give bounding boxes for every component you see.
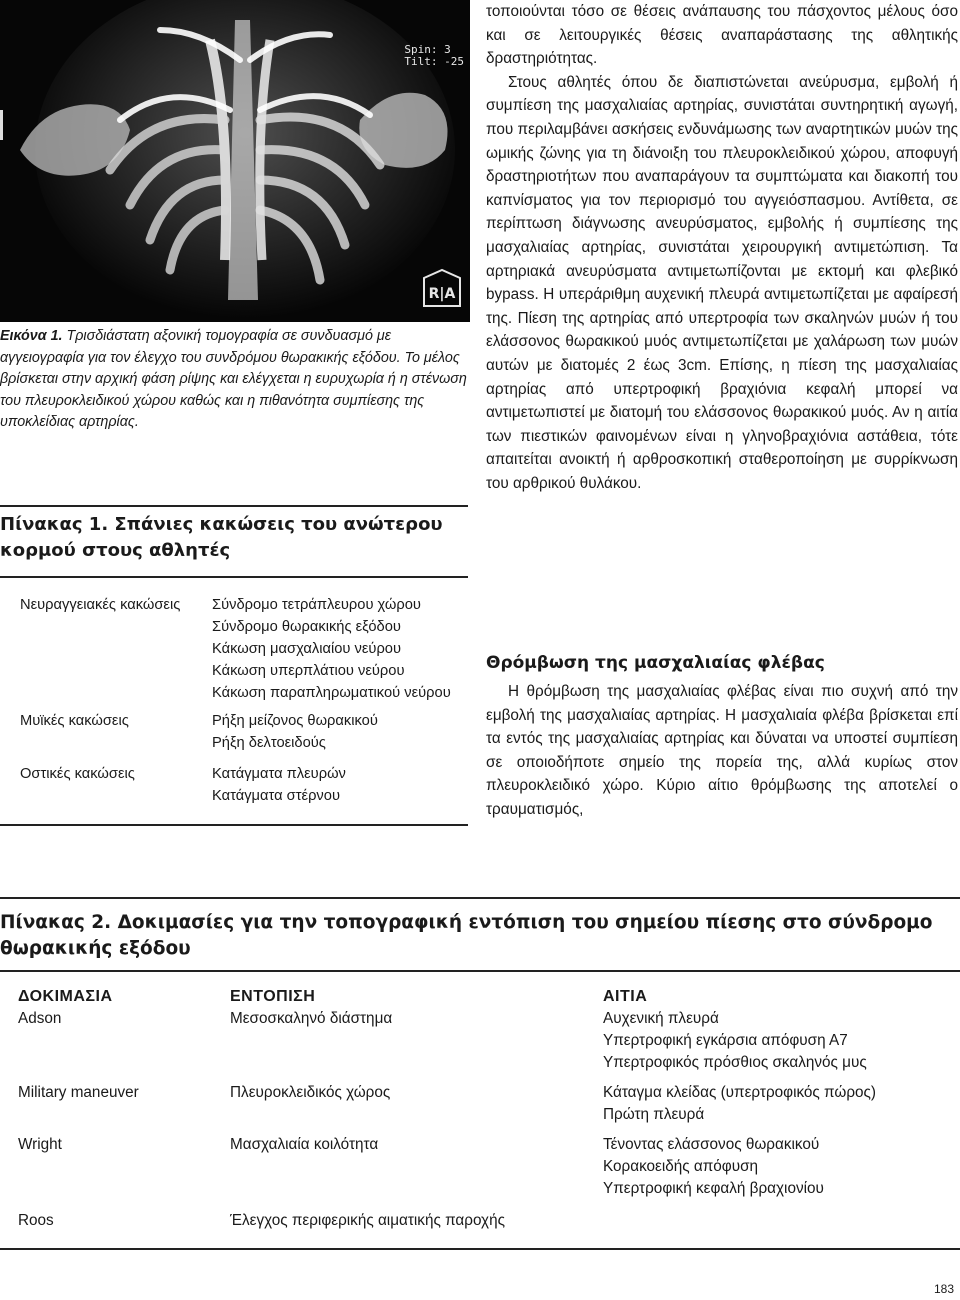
table2-cause: Τένοντας ελάσσονος θωρακικού: [603, 1136, 820, 1153]
table1-items: [212, 594, 451, 704]
tilt-readout: Tilt: -25: [404, 55, 464, 68]
table2-test: Adson: [18, 1010, 62, 1027]
table2-header-rule: [0, 970, 960, 972]
table1-item: Ρήξη δελτοειδούς: [212, 735, 326, 751]
table2-test: Military maneuver: [18, 1084, 139, 1101]
caption-text: Τρισδιάστατη αξονική τομογραφία σε συνδυασμό με αγγειογραφία για τον έλεγχο του συνδρόμου θωρακικής εξόδου. Το μέλος βρίσκεται στην αρχική φάση ρίψης και ελέγχεται η ευρυχωρία ή η στένωση του πλευροκλειδικού χώρου καθώς και η πιθανότητα συμπίεσης της υποκλείδιας αρτηρίας.: [0, 328, 467, 430]
caption-label: Εικόνα 1.: [0, 328, 63, 344]
page-number: 183: [933, 1282, 954, 1296]
table1-item: Ρήξη μείζονος θωρακικού: [212, 713, 378, 729]
table2-location: Πλευροκλειδικός χώρος: [230, 1084, 391, 1101]
table1-item: Κατάγματα πλευρών: [212, 766, 346, 782]
table2-header-test: ΔΟΚΙΜΑΣΙΑ: [18, 988, 113, 1005]
table2-title-line: θωρακικής εξόδου: [0, 938, 191, 959]
table2-causes: [603, 1082, 876, 1126]
table2-bottom-rule: [0, 1248, 960, 1250]
table1-category: Μυϊκές κακώσεις: [20, 713, 129, 729]
table2-location: Έλεγχος περιφερικής αιματικής παροχής: [230, 1212, 505, 1229]
ct-3d-render: [0, 0, 470, 322]
table1-item: Σύνδρομο τετράπλευρου χώρου: [212, 597, 421, 613]
paragraph: τοποιούνται τόσο σε θέσεις ανάπαυσης του πάσχοντος μέλους όσο και σε λειτουργικές θέσεις αναπαράστασης της αθλητικής δραστηριότητας.: [486, 3, 958, 68]
table1-category: Οστικές κακώσεις: [20, 766, 135, 782]
table2-header-causes: ΑΙΤΙΑ: [603, 988, 648, 1005]
section-heading: Θρόμβωση της μασχαλιαίας φλέβας: [486, 653, 825, 673]
table2-cause: Αυχενική πλευρά: [603, 1010, 719, 1027]
table2-cause: Κάταγμα κλείδας (υπερτροφικός πώρος): [603, 1084, 877, 1101]
table1-item: Κατάγματα στέρνου: [212, 788, 340, 804]
table1-item: Σύνδρομο θωρακικής εξόδου: [212, 619, 401, 635]
table2-cause: Πρώτη πλευρά: [603, 1106, 705, 1123]
table1-item: Κάκωση υπερπλάτιου νεύρου: [212, 663, 405, 679]
table2-cause: Υπερτροφική κεφαλή βραχιονίου: [603, 1180, 824, 1197]
table1-title: Πίνακας 1. Σπάνιες κακώσεις του ανώτερου κορμού στους αθλητές: [0, 514, 443, 561]
spin-readout: Spin: 3: [404, 43, 451, 56]
table2-test: Roos: [18, 1212, 54, 1229]
paragraph: Η θρόμβωση της μασχαλιαίας φλέβας είναι πιο συχνή από την εμβολή της μασχαλιαίας αρτηρίας. Η μασχαλιαία φλέβα βρίσκεται επί τα εντός της μασχαλιαίας αρτηρίας και δύναται να υποστεί συμπίεση σε οποιοδήποτε σημείο της πορεία της, αλλά κυρίως στον πλευροκλειδικό χώρο. Κύριο αίτιο θρόμβωσης της αποτελεί ο τραυματισμός,: [486, 683, 958, 818]
table2-test: Wright: [18, 1136, 62, 1153]
right-column-text: [486, 0, 958, 495]
table1-item: Κάκωση μασχαλιαίου νεύρου: [212, 641, 402, 657]
table2-cause: Κορακοειδής απόφυση: [603, 1158, 759, 1175]
table2-header-location: ΕΝΤΟΠΙΣΗ: [230, 988, 316, 1005]
ra-logo: [420, 268, 464, 308]
figure-caption: [0, 326, 470, 434]
table2-location: Μεσοσκαληνό διάστημα: [230, 1010, 393, 1027]
paragraph: Στους αθλητές όπου δε διαπιστώνεται ανεύρυσμα, εμβολή ή συμπίεση της μασχαλιαίας αρτηρίας, συνιστάται συντηρητική αγωγή, που περιλαμβάνει ασκήσεις ενδυνάμωσης των αναρτητικών μυών της ωμικής ζώνης για τη διάνοιξη του πλευροκλειδικού χώρου, αποφυγή δραστηριοτήτων που αναπαράγουν τα συμπτώματα και διακοπή του καπνίσματος για τον περιορισμό του αγγειόσπασμου. Αντίθετα, σε περίπτωση διάγνωσης ανευρύσματος, εμβολής ή συμπίεσης της μασχαλιαίας αρτηρίας, συνιστάται χειρουργική αντιμετώπιση. Τα αρτηριακά ανευρύσματα αντιμετωπίζονται με εκτομή και φλεβικό bypass. Η υπεράριθμη αυχενική πλευρά αντιμετωπίζεται με αφαίρεσή της. Πίεση της αρτηρίας από υπερτροφία των σκαληνών μυών ή του ελάσσονος θωρακικού μυός αντιμετωπίζεται με χαλάρωση των μυών αυτών με διατομές 2 έως 3cm. Επίσης, η πίεση της μασχαλιαίας αρτηρίας από υπερτροφική βραχιόνια κεφαλή μπορεί να αντιμετωπιστεί με διατομή του ελάσσονος θωρακικού μυός. Αν η αιτία των πιεστικών φαινομένων είναι η γληνοβραχιόνια αστάθεια, τότε απαιτείται ανοικτή ή αρθροσκοπική σταθεροποίηση με συρρίκνωση του αρθρικού θυλάκου.: [486, 73, 958, 492]
table2-causes: [603, 1008, 867, 1074]
table1-items: [212, 710, 378, 754]
ct-angiography-image: [0, 0, 470, 322]
right-column-text-2: [486, 680, 958, 822]
table1-items: [212, 763, 346, 807]
table2-title-line: Πίνακας 2. Δοκιμασίες για την τοπογραφική εντόπιση του σημείου πίεσης στο σύνδρομο: [0, 912, 933, 933]
table2-cause: Υπερτροφική εγκάρσια απόφυση Α7: [603, 1032, 848, 1049]
table1-bottom-rule: [0, 824, 468, 826]
table1-item: Κάκωση παραπληρωματικού νεύρου: [212, 685, 451, 701]
ct-overlay-readout: [404, 44, 464, 68]
logo-letters: R|A: [428, 286, 456, 302]
table1-top-rule: [0, 505, 468, 507]
table1-header-rule: [0, 576, 468, 578]
table2-cause: Υπερτροφικός πρόσθιος σκαληνός μυς: [603, 1054, 867, 1071]
table2-location: Μασχαλιαία κοιλότητα: [230, 1136, 379, 1153]
table2-title: [0, 910, 960, 962]
table2-causes: [603, 1134, 824, 1200]
table1-category: Νευραγγειακές κακώσεις: [20, 597, 181, 613]
table2-top-rule: [0, 897, 960, 899]
